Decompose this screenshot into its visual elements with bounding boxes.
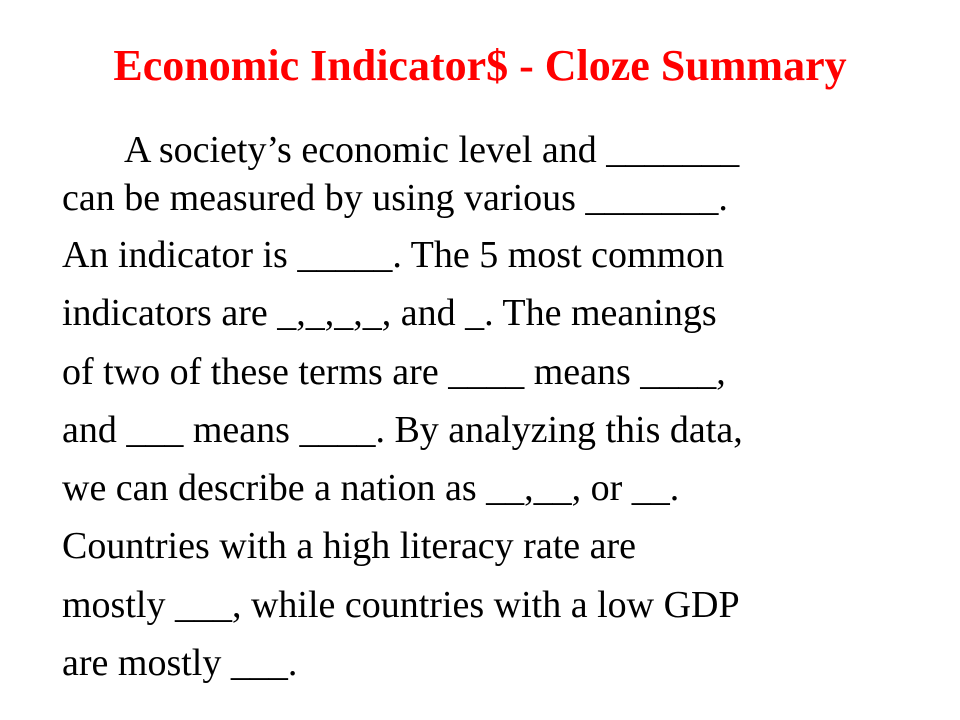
paragraph-line-3: An indicator is _____. The 5 most common xyxy=(62,234,725,276)
paragraph-line-9: mostly ___, while countries with a low GDP xyxy=(62,584,740,626)
paragraph-line-10: are mostly ___. xyxy=(62,642,298,684)
paragraph-line-7: we can describe a nation as __,__, or __. xyxy=(62,467,680,509)
paragraph-line-2: can be measured by using various _______. xyxy=(62,177,728,219)
paragraph-line-8: Countries with a high literacy rate are xyxy=(62,525,637,567)
slide-title: Economic Indicator$ - Cloze Summary xyxy=(113,41,847,90)
paragraph-line-6: and ___ means ____. By analyzing this data, xyxy=(62,409,743,451)
paragraph-line-4: indicators are _,_,_,_, and _. The meanings xyxy=(62,292,717,334)
paragraph-line-1: A society’s economic level and _______ xyxy=(124,129,740,171)
paragraph-line-5: of two of these terms are ____ means ____, xyxy=(62,351,726,393)
